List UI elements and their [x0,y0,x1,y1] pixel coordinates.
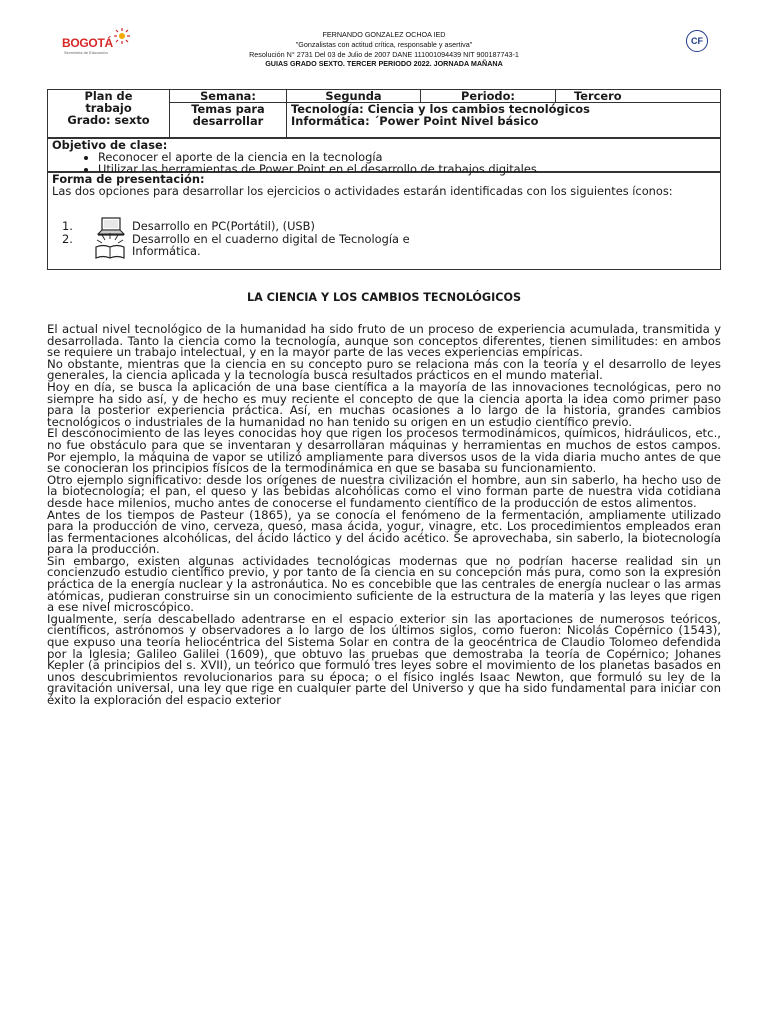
topics-label: Temas para desarrollar [170,103,287,138]
article-paragraph: No obstante, mientras que la ciencia en su concepto puro se relaciona más con la teoría y el desarrollo de leyes generales, la ciencia aplicada y la tecnología busca resultados prácticos en el mundo material. [47,356,721,383]
period-label: Periodo: [421,90,556,103]
option-text: Desarrollo en PC(Portátil), (USB) [132,219,315,233]
school-resolution: Resolución N° 2731 Del 03 de Julio de 2007 DANE 111001094439 NIT 900187743-1 [249,49,519,59]
article-paragraph: Otro ejemplo significativo: desde los orígenes de nuestra civilización el hombre, aun sin saberlo, ha hecho uso de la biotecnología; el pan, el queso y las bebidas alcohólicas como el vino forman parte de nuestra vida cotidiana desde hace milenios, mucho antes de conocerse el fundamento científico de la producción de estos alimentos. [47,472,721,510]
week-value: Segunda [287,90,421,103]
bogota-logo-subtext: Secretaría de Educación [64,50,108,55]
topics-cell [287,103,721,138]
sun-icon [114,28,130,44]
notebook-icon [92,231,128,261]
article-paragraph: El desconocimiento de las leyes conocidas hoy que rigen los procesos termodinámicos, químicos, hidráulicos, etc., no fue obstáculo para que se inventaran y desarrollaran máquinas y herramientas en muchos de estos campos. Por ejemplo, la máquina de vapor se utilizó ampliamente para diversos usos de la vida diaria mucho antes de que se conocieran los principios físicos de la termodinámica en que se basaba su funcionamiento. [47,426,721,476]
school-emblem-icon [686,30,708,52]
plan-cell [48,90,170,138]
guide-subtitle: GUIAS GRADO SEXTO. TERCER PERIODO 2022. JORNADA MAÑANA [265,59,503,69]
article-paragraph: Hoy en día, se busca la aplicación de una base científica a la mayoría de las innovaciones tecnológicas, pero no siempre ha sido así, y de hecho es muy reciente el concepto de que la ciencia aporta la idea como primer paso para la posterior experiencia práctica. Así, en muchas ocasiones a lo largo de la historia, grandes cambios tecnológicos o industriales de la humanidad no han tenido su origen en un estudio científico previo. [47,379,721,429]
article-paragraph: El actual nivel tecnológico de la humanidad ha sido fruto de un proceso de experiencia acumulada, transmitida y desarrollada. Tanto la ciencia como la tecnología, aunque son conceptos diferentes, tienen similitudes: en ambos se requiere un trabajo intelectual, y en la mayor parte de las veces experiencias empíricas. [47,322,721,360]
option-number: 1. [62,219,73,233]
option-number: 2. [62,232,73,246]
objective-box [47,138,721,176]
school-emblem-text: CF [691,36,703,46]
school-motto: "Gonzalistas con actitud crítica, responsable y asertiva" [295,39,473,49]
plan-table [47,89,721,138]
presentation-box [47,172,721,270]
plan-label: Plan de trabajo [84,89,133,115]
bogota-logo-text: BOGOTÁ [62,36,113,50]
period-value: Tercero [556,90,721,103]
document-header [48,24,720,82]
school-name: FERNANDO GONZALEZ OCHOA IED [322,30,446,39]
grade-label: Grado: sexto [67,113,150,127]
presentation-intro: Las dos opciones para desarrollar los ejercicios o actividades estarán identificadas con los siguientes íconos: [52,184,673,198]
article-title: LA CIENCIA Y LOS CAMBIOS TECNOLÓGICOS [246,291,522,304]
article-paragraph: Sin embargo, existen algunas actividades tecnológicas modernas que no podrían hacerse realidad sin un concienzudo estudio científico previo, y por tanto de la ciencia en su concepción más pura, como son la expresión práctica de la energía nuclear y la astronáutica. No es concebible que las centrales de energía nuclear o las armas atómicas, pudieran construirse sin un conocimiento suficiente de la estructura de la materia y las leyes que rigen a ese nivel microscópico. [47,553,721,615]
option-text: Desarrollo en el cuaderno digital de Tecnología e Informática. [132,232,410,258]
topic-technology: Tecnología: Ciencia y los cambios tecnológicos [291,102,590,116]
school-info [158,30,610,69]
article-paragraph: Igualmente, sería descabellado adentrarse en el espacio exterior sin las aportaciones de numerosos teóricos, científicos, astrónomos y observadores a lo largo de los últimos siglos, como fueron: Nicolás Copérnico (1543), que expuso una teoría heliocéntrica del Sistema Solar en contra de la geocéntrica de Claudio Tolomeo defendida por la Iglesia; Galileo Galilei (1609), que obtuvo las pruebas que demostraba la teoría de Copérnico; Johanes Kepler (a principios del s. XVII), un teórico que formuló tres leyes sobre el movimiento de los planetas basados en unos descubrimientos revolucionarios para su época; o el físico inglés Isaac Newton, que formuló su ley de la gravitación universal, una ley que rige en cualquier parte del Universo y que ha sido fundamental para iniciar con éxito la exploración del espacio exterior [47,611,721,707]
objective-item: • Reconocer el aporte de la ciencia en la tecnología [98,151,716,163]
week-label: Semana: [170,90,287,103]
objective-heading: Objetivo de clase: [52,138,168,152]
article-paragraph: Antes de los tiempos de Pasteur (1865), ya se conocía el fenómeno de la fermentación, ampliamente utilizado para la producción de vino, cerveza, queso, masa ácida, yogur, vinagre, etc. Los procedimientos empleados eran las fermentaciones alcohólicas, del ácido láctico y del ácido acético. Se aprovechaba, sin saberlo, la biotecnología para la producción. [47,507,721,557]
bogota-logo [62,28,132,58]
topic-informatics: Informática: ´Power Point Nivel básico [291,114,539,128]
objective-item: • Utilizar las herramientas de Power Point en el desarrollo de trabajos digitales [98,163,716,175]
article-body [47,324,721,707]
presentation-heading: Forma de presentación: [52,172,205,186]
